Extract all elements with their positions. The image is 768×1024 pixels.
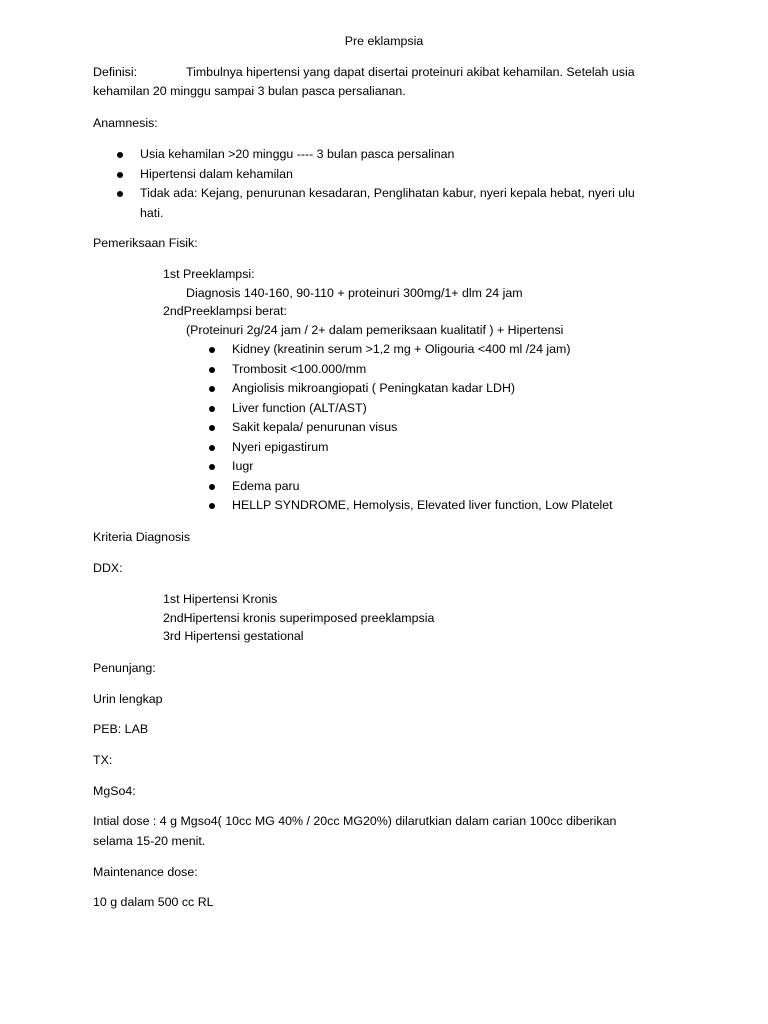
anamnesis-heading: Anamnesis: bbox=[93, 116, 158, 130]
bullet-icon bbox=[209, 367, 215, 373]
preeklampsi-berat-detail: (Proteinuri 2g/24 jam / 2+ dalam pemeriksaan kualitatif ) + Hipertensi bbox=[186, 323, 564, 337]
list-item: Tidak ada: Kejang, penurunan kesadaran, Penglihatan kabur, nyeri kepala hebat, nyeri ulu hati. bbox=[140, 184, 670, 223]
urin-text: Urin lengkap bbox=[93, 692, 163, 706]
list-item: Edema paru bbox=[232, 477, 672, 497]
ddx-item-1: 1st Hipertensi Kronis bbox=[163, 592, 278, 606]
peb-text: PEB: LAB bbox=[93, 722, 149, 736]
document-title: Pre eklampsia bbox=[344, 34, 424, 48]
bullet-icon bbox=[209, 484, 215, 490]
list-item: Hipertensi dalam kehamilan bbox=[140, 165, 670, 185]
bullet-icon bbox=[209, 464, 215, 470]
definisi-text-line1: Timbulnya hipertensi yang dapat disertai proteinuri akibat kehamilan. Setelah usia bbox=[186, 65, 635, 79]
definisi-text-line2: kehamilan 20 minggu sampai 3 bulan pasca persalianan. bbox=[93, 84, 406, 98]
pemeriksaan-heading: Pemeriksaan Fisik: bbox=[93, 236, 198, 250]
list-item: Angiolisis mikroangiopati ( Peningkatan kadar LDH) bbox=[232, 379, 672, 399]
bullet-icon bbox=[209, 347, 215, 353]
list-item: Liver function (ALT/AST) bbox=[232, 399, 672, 419]
bullet-icon bbox=[209, 445, 215, 451]
initial-dose-line1: Intial dose : 4 g Mgso4( 10cc MG 40% / 20cc MG20%) dilarutkian dalam carian 100cc diberikan bbox=[93, 814, 617, 828]
bullet-icon bbox=[209, 503, 215, 509]
list-item: Sakit kepala/ penurunan visus bbox=[232, 418, 672, 438]
definisi-label: Definisi: bbox=[93, 65, 138, 79]
bullet-icon bbox=[209, 386, 215, 392]
ddx-item-2: 2ndHipertensi kronis superimposed preeklampsia bbox=[163, 611, 435, 625]
preeklampsi-detail: Diagnosis 140-160, 90-110 + proteinuri 300mg/1+ dlm 24 jam bbox=[186, 286, 523, 300]
list-item: HELLP SYNDROME, Hemolysis, Elevated liver function, Low Platelet bbox=[232, 496, 672, 516]
penunjang-heading: Penunjang: bbox=[93, 661, 156, 675]
kriteria-heading: Kriteria Diagnosis bbox=[93, 530, 191, 544]
bullet-icon bbox=[209, 425, 215, 431]
preeklampsi-berat-label: 2ndPreeklampsi berat: bbox=[163, 304, 287, 318]
initial-dose-line2: selama 15-20 menit. bbox=[93, 834, 206, 848]
list-item: Usia kehamilan >20 minggu ---- 3 bulan pasca persalinan bbox=[140, 145, 670, 165]
list-item: Trombosit <100.000/mm bbox=[232, 360, 672, 380]
list-item: Kidney (kreatinin serum >1,2 mg + Oligouria <400 ml /24 jam) bbox=[232, 340, 672, 360]
bullet-icon bbox=[117, 152, 123, 158]
bullet-icon bbox=[117, 191, 123, 197]
preeklampsi-berat-list bbox=[232, 340, 672, 516]
maintenance-value: 10 g dalam 500 cc RL bbox=[93, 895, 214, 909]
preeklampsi-label: 1st Preeklampsi: bbox=[163, 267, 255, 281]
anamnesis-list bbox=[140, 145, 670, 223]
maintenance-heading: Maintenance dose: bbox=[93, 865, 198, 879]
list-item: Iugr bbox=[232, 457, 672, 477]
tx-heading: TX: bbox=[93, 753, 113, 767]
bullet-icon bbox=[209, 406, 215, 412]
mgso4-heading: MgSo4: bbox=[93, 784, 136, 798]
ddx-heading: DDX: bbox=[93, 561, 123, 575]
bullet-icon bbox=[117, 172, 123, 178]
list-item: Nyeri epigastirum bbox=[232, 438, 672, 458]
ddx-item-3: 3rd Hipertensi gestational bbox=[163, 629, 304, 643]
